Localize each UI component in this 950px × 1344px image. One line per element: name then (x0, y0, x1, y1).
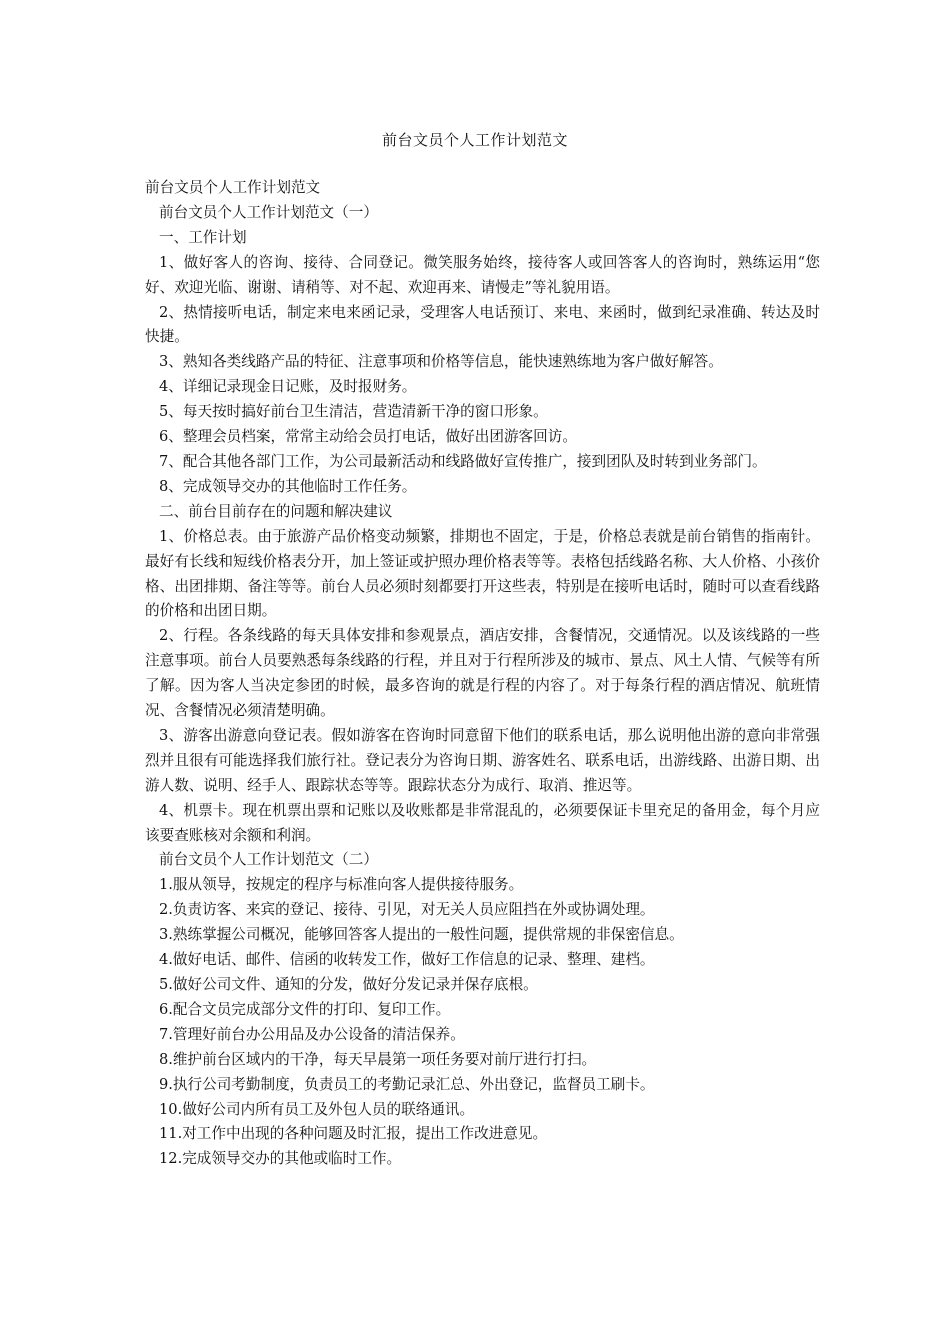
paragraph: 2、行程。各条线路的每天具体安排和参观景点，酒店安排，含餐情况，交通情况。以及该线路的一些注意事项。前台人员要熟悉每条线路的行程，并且对于行程所涉及的城市、景点、风土人情、气候等有所了解。因为客人当决定参团的时候，最多咨询的就是行程的内容了。对于每条行程的酒店情况、航班情况、含餐情况必须清楚明确。 (145, 627, 820, 720)
paragraph: 5、每天按时搞好前台卫生清洁，营造清新干净的窗口形象。 (159, 403, 548, 421)
paragraph: 3、熟知各类线路产品的特征、注意事项和价格等信息，能快速熟练地为客户做好解答。 (159, 353, 723, 371)
paragraph: 8、完成领导交办的其他临时工作任务。 (159, 477, 417, 495)
paragraph: 4.做好电话、邮件、信函的收转发工作，做好工作信息的记录、整理、建档。 (159, 951, 655, 969)
paragraph: 8.维护前台区域内的干净，每天早晨第一项任务要对前厅进行打扫。 (159, 1050, 597, 1068)
paragraph: 4、详细记录现金日记账，及时报财务。 (159, 378, 417, 396)
document-body (145, 176, 820, 1172)
paragraph: 前台文员个人工作计划范文（二） (159, 851, 378, 869)
paragraph: 前台文员个人工作计划范文 (145, 179, 321, 196)
paragraph: 二、前台目前存在的问题和解决建议 (159, 502, 393, 520)
paragraph: 1.服从领导，按规定的程序与标准向客人提供接待服务。 (159, 876, 524, 894)
paragraph: 7.管理好前台办公用品及办公设备的清洁保养。 (159, 1025, 465, 1043)
paragraph: 5.做好公司文件、通知的分发，做好分发记录并保存底根。 (159, 976, 538, 993)
paragraph: 2、热情接听电话，制定来电来函记录，受理客人电话预订、来电、来函时，做到纪录准确、转达及时快捷。 (145, 303, 820, 346)
paragraph: 2.负责访客、来宾的登记、接待、引见，对无关人员应阻挡在外或协调处理。 (159, 901, 655, 919)
paragraph: 12.完成领导交办的其他或临时工作。 (159, 1150, 402, 1168)
paragraph: 9.执行公司考勤制度，负责员工的考勤记录汇总、外出登记，监督员工刷卡。 (159, 1075, 655, 1093)
paragraph: 3、游客出游意向登记表。假如游客在咨询时同意留下他们的联系电话，那么说明他出游的意向非常强烈并且很有可能选择我们旅行社。登记表分为咨询日期、游客姓名、联系电话，出游线路、出游日期、出游人数、说明、经手人、跟踪状态等等。跟踪状态分为成行、取消、推迟等。 (145, 726, 820, 794)
paragraph: 一、工作计划 (159, 228, 247, 246)
paragraph: 3.熟练掌握公司概况，能够回答客人提出的一般性问题，提供常规的非保密信息。 (159, 926, 684, 944)
paragraph: 6、整理会员档案，常常主动给会员打电话，做好出团游客回访。 (159, 428, 577, 446)
paragraph: 4、机票卡。现在机票出票和记账以及收账都是非常混乱的，必须要保证卡里充足的备用金，每个月应该要查账核对余额和利润。 (145, 801, 820, 844)
paragraph: 6.配合文员完成部分文件的打印、复印工作。 (159, 1000, 451, 1018)
document-title: 前台文员个人工作计划范文 (381, 131, 568, 149)
paragraph: 10.做好公司内所有员工及外包人员的联络通讯。 (159, 1100, 475, 1118)
paragraph: 1、价格总表。由于旅游产品价格变动频繁，排期也不固定，于是，价格总表就是前台销售的指南针。最好有长线和短线价格表分开，加上签证或护照办理价格表等等。表格包括线路名称、大人价格、小孩价格、出团排期、备注等等。前台人员必须时刻都要打开这些表，特别是在接听电话时，随时可以查看线路的价格和出团日期。 (145, 527, 820, 620)
paragraph: 7、配合其他各部门工作，为公司最新活动和线路做好宣传推广，接到团队及时转到业务部门。 (159, 452, 767, 470)
paragraph: 前台文员个人工作计划范文（一） (159, 203, 378, 221)
paragraph: 11.对工作中出现的各种问题及时汇报，提出工作改进意见。 (159, 1125, 548, 1143)
paragraph: 1、做好客人的咨询、接待、合同登记。微笑服务始终，接待客人或回答客人的咨询时，熟练运用“您好、欢迎光临、谢谢、请稍等、对不起、欢迎再来、请慢走”等礼貌用语。 (145, 253, 820, 296)
